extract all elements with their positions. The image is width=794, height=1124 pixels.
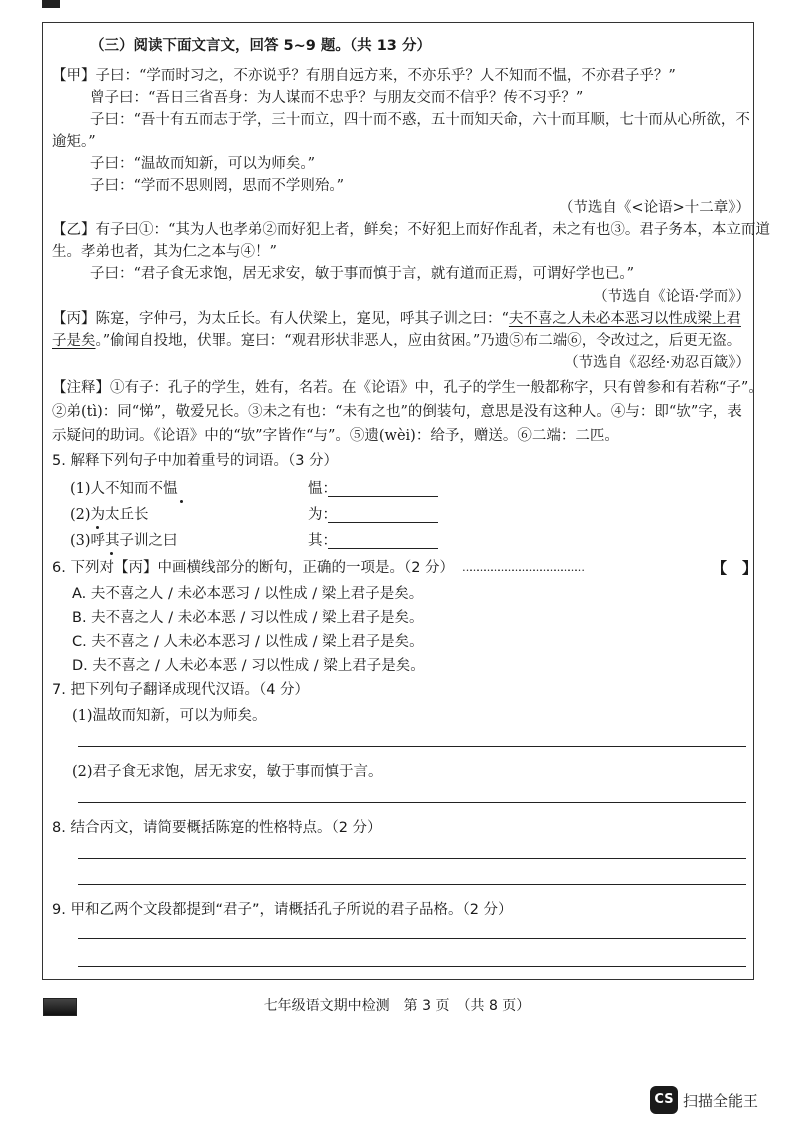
underlined-passage: 子是矣 (52, 333, 96, 349)
passage-jia-source: （节选自《<论语>十二章》） (558, 200, 750, 216)
notes-line: ②弟(tì)：同“悌”，敬爱兄长。③未之有也：“未有之也”的倒装句，意思是没有这种人。④与：即“欤”字，表 (52, 404, 742, 420)
emphasis-dot (96, 526, 99, 529)
passage-jia-line: 子曰：“学而不思则罔，思而不学则殆。” (90, 178, 345, 194)
answer-line[interactable] (78, 938, 746, 939)
page-footer: 七年级语文期中检测 第 3 页 （共 8 页） (263, 998, 531, 1014)
passage-bing-text: 。”偷闻自投地，伏罪。寔曰：“观君形状非恶人，应由贫困。”乃遗⑤布二端⑥，令改过之，后更无盗。 (95, 333, 742, 349)
passage-jia-line: 曾子曰：“吾日三省吾身：为人谋而不忠乎？与朋友交而不信乎？传不习乎？” (90, 90, 584, 106)
passage-jia-line: 子曰：“吾十有五而志于学，三十而立，四十而不惑，五十而知天命，六十而耳顺，七十而从心所欲，不 (90, 112, 750, 128)
q5-item-word: 愠： (308, 481, 337, 497)
q6-option: D. 夫不喜之 / 人未必本恶 / 习以性成 / 梁上君子是矣。 (72, 658, 425, 674)
passage-jia-line: 【甲】子曰：“学而时习之，不亦说乎？有朋自远方来，不亦乐乎？人不知而不愠，不亦君子乎？” (52, 68, 676, 84)
answer-line[interactable] (78, 966, 746, 967)
answer-line[interactable] (78, 858, 746, 859)
q7-stem: 7. 把下列句子翻译成现代汉语。（4 分） (52, 682, 310, 698)
passage-yi-line: 【乙】有子曰①：“其为人也孝弟②而好犯上者，鲜矣；不好犯上而好作乱者，未之有也③。君子务本，本立而道 (52, 222, 770, 238)
section-heading: （三）阅读下面文言文，回答 5~9 题。（共 13 分） (90, 38, 431, 54)
notes-line: 【注释】①有子：孔子的学生，姓有，名若。在《论语》中，孔子的学生一般都称字，只有曾参和有若称“子”。 (52, 380, 763, 396)
q5-item-word: 为： (308, 507, 337, 523)
q6-option: B. 夫不喜之人 / 未必本恶 / 习以性成 / 梁上君子是矣。 (72, 610, 424, 626)
q8-stem: 8. 结合丙文，请简要概括陈寔的性格特点。（2 分） (52, 820, 382, 836)
passage-yi-source: （节选自《论语·学而》） (593, 289, 750, 305)
q6-dots: …………………………………………… (462, 561, 581, 574)
answer-blank[interactable] (328, 496, 438, 497)
passage-yi-line: 子曰：“君子食无求饱，居无求安，敏于事而慎于言，就有道而正焉，可谓好学也已。” (90, 266, 635, 282)
q5-item-sentence: (1)人不知而不愠 (70, 481, 178, 497)
answer-line[interactable] (78, 884, 746, 885)
answer-line[interactable] (78, 802, 746, 803)
corner-mark (42, 0, 60, 8)
passage-yi-line: 生。孝弟也者，其为仁之本与④！” (52, 244, 277, 260)
camscanner-logo-icon: CS (650, 1086, 678, 1114)
answer-blank[interactable] (328, 548, 438, 549)
q6-option: C. 夫不喜之 / 人未必本恶习 / 以性成 / 梁上君子是矣。 (72, 634, 424, 650)
passage-jia-line: 逾矩。” (52, 134, 96, 150)
passage-bing-text: 【丙】陈寔，字仲弓，为太丘长。有人伏梁上，寔见，呼其子训之曰：“ (52, 311, 509, 327)
emphasis-dot (110, 552, 113, 555)
passage-bing-line (52, 309, 741, 329)
passage-bing-line (52, 331, 741, 351)
q5-item-sentence: (3)呼其子训之曰 (70, 533, 178, 549)
q9-stem: 9. 甲和乙两个文段都提到“君子”，请概括孔子所说的君子品格。（2 分） (52, 902, 513, 918)
answer-blank[interactable] (328, 522, 438, 523)
q6-answer-bracket[interactable]: 【 】 (712, 559, 758, 577)
emphasis-dot (180, 500, 183, 503)
passage-bing-source: （节选自《忍经·劝忍百箴》） (564, 355, 750, 371)
q5-stem: 5. 解释下列句子中加着重号的词语。（3 分） (52, 453, 339, 469)
notes-line: 示疑问的助词。《论语》中的“欤”字皆作“与”。⑤遗(wèi)：给予，赠送。⑥二端：二匹。 (52, 428, 619, 444)
q5-item-sentence: (2)为太丘长 (70, 507, 149, 523)
camscanner-label: 扫描全能王 (683, 1092, 759, 1110)
answer-line[interactable] (78, 746, 746, 747)
q5-item-word: 其： (308, 533, 337, 549)
q7-sentence: (2)君子食无求饱，居无求安，敏于事而慎于言。 (72, 764, 383, 780)
passage-jia-line: 子曰：“温故而知新，可以为师矣。” (90, 156, 316, 172)
q6-option: A. 夫不喜之人 / 未必本恶习 / 以性成 / 梁上君子是矣。 (72, 586, 424, 602)
q6-stem: 6. 下列对【丙】中画横线部分的断句，正确的一项是。（2 分） (52, 560, 455, 576)
q7-sentence: (1)温故而知新，可以为师矣。 (72, 708, 267, 724)
underlined-passage: 夫不喜之人未必本恶习以性成梁上君 (508, 311, 741, 327)
